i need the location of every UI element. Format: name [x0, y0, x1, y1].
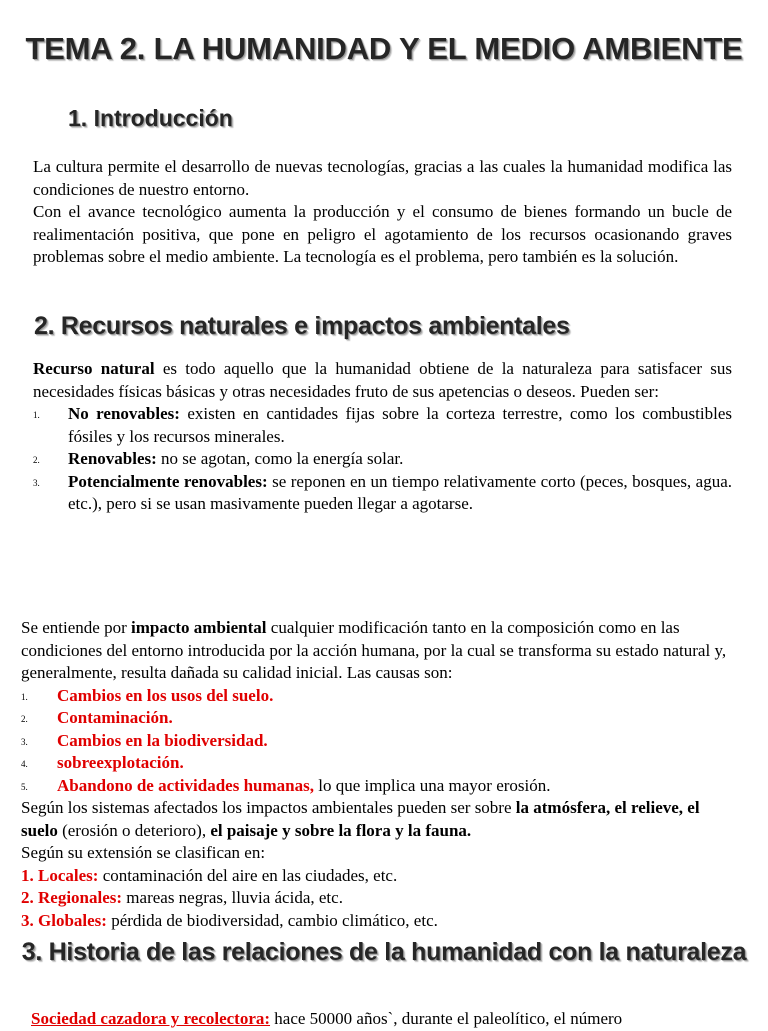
sociedad-cazadora-text: hace 50000 años`, durante el paleolítico, el número [270, 1009, 623, 1028]
list-item [33, 471, 732, 516]
extension-label: 1. Locales: [21, 865, 99, 885]
impacto-text [21, 617, 729, 932]
causa-label: Cambios en la biodiversidad. [57, 730, 268, 750]
impacto-intro: Se entiende por [21, 618, 131, 637]
list-number: 2. [33, 455, 40, 465]
sistemas-text-c: (erosión o deterioro), [57, 820, 211, 840]
intro-paragraph-1: La cultura permite el desarrollo de nuevas tecnologías, gracias a las cuales la humanidad modifica las condiciones de nuestro entorno. [33, 157, 732, 199]
causas-list [21, 685, 729, 798]
extension-description: mareas negras, lluvia ácida, etc. [122, 888, 343, 907]
extension-description: pérdida de biodiversidad, cambio climático, etc. [106, 910, 438, 930]
list-item [33, 403, 732, 448]
list-item [21, 775, 729, 798]
extension-label: 3. Globales: [21, 910, 107, 930]
recurso-type-term: Potencialmente renovables: [68, 471, 268, 491]
list-number: 2. [21, 714, 28, 724]
causa-label: Contaminación. [57, 708, 173, 727]
recursos-text [33, 358, 732, 516]
section-heading-recursos: 2. Recursos naturales e impactos ambientales [34, 312, 570, 340]
impacto-ambiental-term: impacto ambiental [131, 618, 267, 637]
extension-item [21, 865, 729, 888]
recurso-types-list [33, 403, 732, 516]
causa-label: Cambios en los usos del suelo. [57, 685, 274, 705]
intro-paragraph-2: Con el avance tecnológico aumenta la producción y el consumo de bienes formando un bucle de realimentación positiva, que pone en peligro el agotamiento de los recursos ocasionando graves problemas sobre el medio ambiente. La tecnología es el problema, pero también es la solución. [33, 202, 732, 266]
impacto-ambiental-description: cualquier modificación tanto en la composición como en las condiciones del entorno introducida por la acción humana, por la cual se transforma su estado natural y, generalmente, resulta dañada su calidad inicial. Las causas son: [21, 618, 727, 682]
recurso-natural-definition [33, 358, 732, 403]
list-item [33, 448, 732, 471]
recurso-type-term: No renovables: [68, 404, 180, 423]
list-number: 4. [21, 759, 28, 769]
recurso-natural-term: Recurso natural [33, 359, 155, 378]
causa-rest: lo que implica una mayor erosión. [313, 775, 551, 795]
impacto-ambiental-definition [21, 617, 729, 685]
recurso-type-description: no se agotan, como la energía solar. [156, 449, 404, 468]
extension-item [21, 910, 729, 933]
intro-text [33, 156, 732, 269]
list-number: 5. [21, 781, 28, 792]
list-item [21, 730, 729, 753]
list-number: 1. [33, 410, 40, 420]
list-item [21, 752, 729, 775]
extension-label: 2. Regionales: [21, 888, 123, 907]
sociedad-cazadora-label: Sociedad cazadora y recolectora: [31, 1009, 271, 1028]
list-item [21, 685, 729, 708]
extension-item [21, 887, 729, 910]
extension-intro: Según su extensión se clasifican en: [21, 843, 266, 862]
sistemas-afectados-text [21, 797, 729, 842]
recurso-natural-description: es todo aquello que la humanidad obtiene de la naturaleza para satisfacer sus necesidades físicas básicas y otras necesidades fruto de sus apetencias o deseos. Pueden ser: [33, 359, 732, 401]
recurso-type-term: Renovables: [68, 449, 157, 468]
list-number: 1. [21, 691, 28, 702]
recurso-type-description: existen en cantidades fijas sobre la corteza terrestre, como los combustibles fósiles y los recursos minerales. [68, 404, 732, 446]
list-item [21, 707, 729, 730]
section-heading-historia: 3. Historia de las relaciones de la humanidad con la naturaleza [21, 938, 747, 966]
section-heading-introduccion: 1. Introducción [68, 105, 233, 131]
recurso-type-description: se reponen en un tiempo relativamente corto (peces, bosques, agua. etc.), pero si se usan masivamente pueden llegar a agotarse. [68, 471, 732, 513]
list-number: 3. [21, 736, 28, 747]
sistemas-text-d: el paisaje y sobre la flora y la fauna. [210, 820, 472, 840]
historia-text [31, 1008, 731, 1031]
document-title: TEMA 2. LA HUMANIDAD Y EL MEDIO AMBIENTE [25, 31, 743, 66]
extension-description: contaminación del aire en las ciudades, etc. [98, 865, 398, 885]
sistemas-text-a: Según los sistemas afectados los impactos ambientales pueden ser sobre [21, 798, 516, 817]
sistemas-text-b: la atmósfera, el relieve, el suelo [21, 798, 700, 840]
list-number: 3. [33, 477, 40, 488]
causa-label: Abandono de actividades humanas, [57, 775, 314, 795]
causa-label: sobreexplotación. [57, 753, 184, 772]
